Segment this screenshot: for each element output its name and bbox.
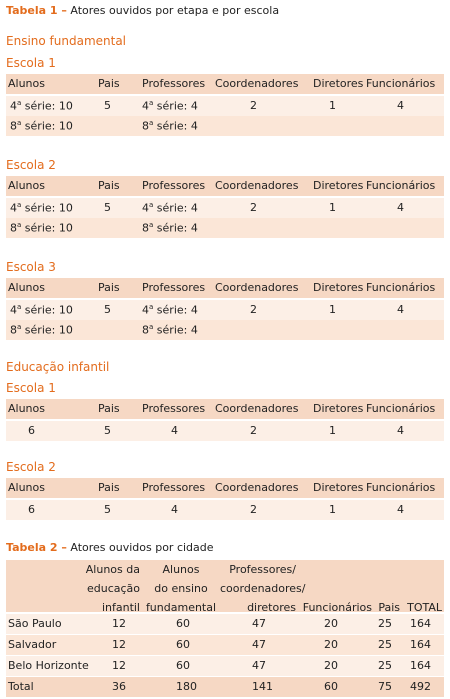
column-header: Coordenadores (215, 179, 299, 192)
cell-diretores: 1 (329, 99, 336, 112)
column-header: Diretores (313, 481, 364, 494)
table-cell: 6 (28, 424, 35, 437)
cell-alunos: 4$^a$ série: 10 (10, 303, 73, 317)
column-header: Funcionários (366, 179, 436, 192)
column-header: Professores (142, 179, 206, 192)
header-total: TOTAL (407, 601, 442, 614)
table-cell: 12 (112, 617, 126, 630)
column-header: Alunos (8, 179, 45, 192)
cell-funcionarios: 4 (397, 99, 404, 112)
table1-caption: Atores ouvidos por etapa e por escola (70, 4, 280, 17)
table-header-row (6, 278, 444, 298)
cell-alunos: 8$^a$ série: 10 (10, 323, 73, 337)
cell-professores: 8$^a$ série: 4 (142, 119, 198, 133)
table-cell: 47 (252, 659, 266, 672)
table-row (6, 614, 444, 634)
table1-label: Tabela 1 – (6, 4, 67, 17)
cell-alunos: 4$^a$ série: 10 (10, 201, 73, 215)
table-cell: 1 (329, 424, 336, 437)
table-cell: 60 (324, 680, 338, 693)
table-header-row (6, 399, 444, 419)
table-cell: 5 (104, 503, 111, 516)
cell-coordenadores: 2 (250, 201, 257, 214)
table-cell: 4 (397, 503, 404, 516)
column-header: Funcionários (366, 481, 436, 494)
header-pais: Pais (378, 601, 400, 614)
table-cell: 20 (324, 659, 338, 672)
total-row (6, 677, 444, 697)
table-cell: 60 (176, 638, 190, 651)
table-cell: 25 (378, 617, 392, 630)
column-header: Professores (142, 77, 206, 90)
column-header: Funcionários (366, 77, 436, 90)
table1-title (6, 4, 279, 17)
column-header: Pais (98, 77, 120, 90)
table-header-row (6, 478, 444, 498)
table-cell: 25 (378, 659, 392, 672)
table-row (6, 300, 444, 320)
column-header: Professores (142, 281, 206, 294)
table-cell: 164 (410, 659, 431, 672)
table2-label: Tabela 2 – (6, 541, 67, 554)
section-heading-fundamental: Ensino fundamental (6, 34, 127, 48)
table-row (6, 218, 444, 238)
table-cell: 492 (410, 680, 431, 693)
cell-pais: 5 (104, 201, 111, 214)
cell-pais: 5 (104, 303, 111, 316)
cell-alunos: 8$^a$ série: 10 (10, 119, 73, 133)
table-row (6, 421, 444, 441)
table-cell: 1 (329, 503, 336, 516)
column-header: Alunos (8, 481, 45, 494)
table-cell: 36 (112, 680, 126, 693)
header-funcionarios: Funcionários (302, 601, 372, 614)
table-cell: 4 (171, 503, 178, 516)
cell-coordenadores: 2 (250, 99, 257, 112)
section-heading-infantil: Educação infantil (6, 360, 110, 374)
table-row (6, 320, 444, 340)
header-alunos-infantil: Alunos da educação infantil (85, 563, 140, 614)
table-cell: 12 (112, 659, 126, 672)
table-cell: 60 (176, 659, 190, 672)
table2-header (6, 560, 444, 612)
table-cell: 2 (250, 424, 257, 437)
cell-coordenadores: 2 (250, 303, 257, 316)
column-header: Pais (98, 402, 120, 415)
table-cell: 164 (410, 638, 431, 651)
table2-caption: Atores ouvidos por cidade (70, 541, 214, 554)
school-name: Escola 1 (6, 381, 56, 395)
table-cell: 75 (378, 680, 392, 693)
table-cell: 12 (112, 638, 126, 651)
cell-professores: 8$^a$ série: 4 (142, 323, 198, 337)
column-header: Professores (142, 481, 206, 494)
header-professores: Professores/ coordenadores/ diretores (220, 563, 306, 614)
cell-professores: 4$^a$ série: 4 (142, 99, 198, 113)
column-header: Pais (98, 281, 120, 294)
column-header: Diretores (313, 281, 364, 294)
column-header: Pais (98, 481, 120, 494)
table-cell: 141 (252, 680, 273, 693)
column-header: Alunos (8, 402, 45, 415)
column-header: Alunos (8, 77, 45, 90)
cell-pais: 5 (104, 99, 111, 112)
table-row (6, 656, 444, 676)
school-name: Escola 1 (6, 56, 56, 70)
column-header: Professores (142, 402, 206, 415)
table-row (6, 96, 444, 116)
table-header-row (6, 176, 444, 196)
city-name: São Paulo (8, 617, 62, 630)
city-name: Total (8, 680, 34, 693)
column-header: Funcionários (366, 281, 436, 294)
table-cell: 4 (397, 424, 404, 437)
cell-alunos: 4$^a$ série: 10 (10, 99, 73, 113)
table-cell: 4 (171, 424, 178, 437)
column-header: Diretores (313, 402, 364, 415)
column-header: Coordenadores (215, 77, 299, 90)
column-header: Coordenadores (215, 402, 299, 415)
table-header-row (6, 74, 444, 94)
table-cell: 6 (28, 503, 35, 516)
column-header: Coordenadores (215, 481, 299, 494)
school-name: Escola 3 (6, 260, 56, 274)
table-cell: 5 (104, 424, 111, 437)
cell-diretores: 1 (329, 201, 336, 214)
table-cell: 2 (250, 503, 257, 516)
column-header: Pais (98, 179, 120, 192)
table-cell: 25 (378, 638, 392, 651)
cell-professores: 4$^a$ série: 4 (142, 303, 198, 317)
school-name: Escola 2 (6, 460, 56, 474)
column-header: Funcionários (366, 402, 436, 415)
column-header: Diretores (313, 179, 364, 192)
column-header: Diretores (313, 77, 364, 90)
column-header: Coordenadores (215, 281, 299, 294)
table-cell: 164 (410, 617, 431, 630)
city-name: Salvador (8, 638, 57, 651)
table-cell: 47 (252, 617, 266, 630)
table-cell: 60 (176, 617, 190, 630)
table-cell: 20 (324, 638, 338, 651)
header-alunos-fundamental: Alunos do ensino fundamental (145, 563, 217, 614)
table-row (6, 500, 444, 520)
column-header: Alunos (8, 281, 45, 294)
cell-funcionarios: 4 (397, 201, 404, 214)
cell-funcionarios: 4 (397, 303, 404, 316)
cell-professores: 4$^a$ série: 4 (142, 201, 198, 215)
table-cell: 20 (324, 617, 338, 630)
table-row (6, 116, 444, 136)
cell-diretores: 1 (329, 303, 336, 316)
cell-alunos: 8$^a$ série: 10 (10, 221, 73, 235)
table-row (6, 198, 444, 218)
school-name: Escola 2 (6, 158, 56, 172)
cell-professores: 8$^a$ série: 4 (142, 221, 198, 235)
table-cell: 47 (252, 638, 266, 651)
table-row (6, 635, 444, 655)
city-name: Belo Horizonte (8, 659, 89, 672)
table2-title (6, 541, 214, 554)
table-cell: 180 (176, 680, 197, 693)
